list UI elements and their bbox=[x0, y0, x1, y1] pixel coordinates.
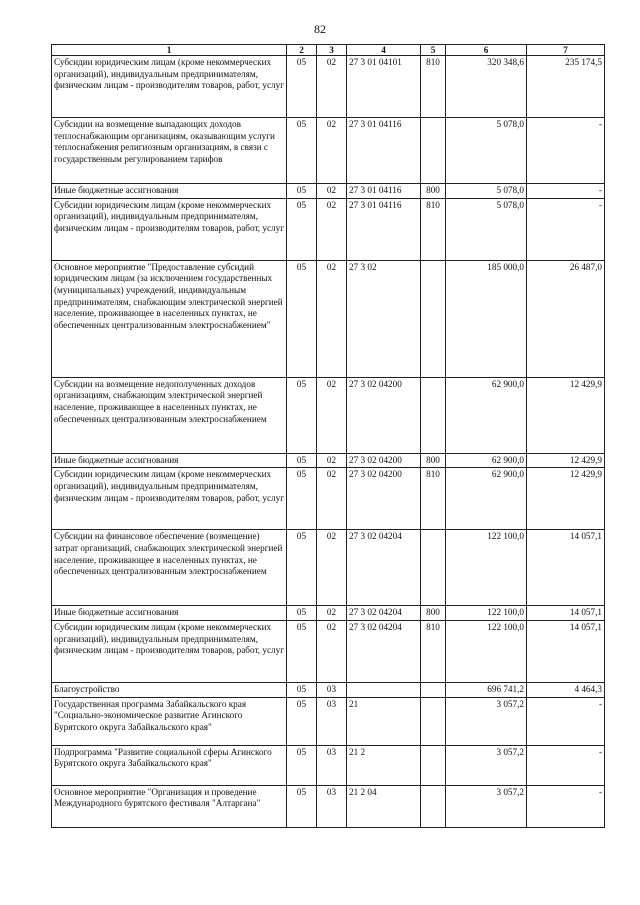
subsection-code-cell: 02 bbox=[317, 453, 347, 468]
target-article-cell: 27 3 02 04204 bbox=[347, 606, 421, 621]
table-row bbox=[52, 377, 605, 453]
subsection-code-cell: 03 bbox=[317, 697, 347, 745]
expense-type-cell: 800 bbox=[421, 184, 446, 199]
row-name-cell: Субсидии на возмещение недополученных доходов организациям, снабжающим электрической энергией население, проживающее в населенных пунктах, не обеспеченных централизованным электроснабжением bbox=[52, 377, 287, 453]
section-code-cell: 05 bbox=[287, 745, 317, 785]
column-header: 5 bbox=[421, 45, 446, 56]
expense-type-cell bbox=[421, 745, 446, 785]
section-code-cell: 05 bbox=[287, 118, 317, 184]
table-row bbox=[52, 453, 605, 468]
row-name-cell: Субсидии юридическим лицам (кроме некоммерческих организаций), индивидуальным предпринимателям, физическим лицам - производителям товаров, работ, услуг bbox=[52, 468, 287, 530]
table-row bbox=[52, 606, 605, 621]
section-code-cell: 05 bbox=[287, 184, 317, 199]
subsection-code-cell: 02 bbox=[317, 260, 347, 377]
table-row bbox=[52, 198, 605, 260]
amount-cell: 62 900,0 bbox=[446, 468, 527, 530]
table-row bbox=[52, 468, 605, 530]
amount-cell: - bbox=[527, 184, 605, 199]
page-number: 82 bbox=[314, 22, 326, 36]
row-name-cell: Подпрограмма "Развитие социальной сферы Агинского Бурятского округа Забайкальского края" bbox=[52, 745, 287, 785]
row-name-cell: Иные бюджетные ассигнования bbox=[52, 184, 287, 199]
target-article-cell: 27 3 02 04200 bbox=[347, 377, 421, 453]
amount-cell: - bbox=[527, 198, 605, 260]
amount-cell: 3 057,2 bbox=[446, 697, 527, 745]
target-article-cell: 27 3 02 04204 bbox=[347, 530, 421, 606]
amount-cell: 62 900,0 bbox=[446, 377, 527, 453]
row-name-cell: Субсидии на возмещение выпадающих доходов теплоснабжающим организациям, оказывающим услуги теплоснабжения религиозным организациям, в связи с государственным регулированием тарифов bbox=[52, 118, 287, 184]
table-row bbox=[52, 184, 605, 199]
table-row bbox=[52, 697, 605, 745]
row-name-cell: Благоустройство bbox=[52, 683, 287, 698]
table-row bbox=[52, 621, 605, 683]
section-code-cell: 05 bbox=[287, 530, 317, 606]
section-code-cell: 05 bbox=[287, 453, 317, 468]
amount-cell: 26 487,0 bbox=[527, 260, 605, 377]
section-code-cell: 05 bbox=[287, 683, 317, 698]
expense-type-cell bbox=[421, 260, 446, 377]
subsection-code-cell: 03 bbox=[317, 683, 347, 698]
row-name-cell: Иные бюджетные ассигнования bbox=[52, 606, 287, 621]
amount-cell: 122 100,0 bbox=[446, 530, 527, 606]
row-name-cell: Субсидии юридическим лицам (кроме некоммерческих организаций), индивидуальным предпринимателям, физическим лицам - производителям товаров, работ, услуг bbox=[52, 56, 287, 118]
section-code-cell: 05 bbox=[287, 785, 317, 827]
table-header-row bbox=[52, 45, 605, 56]
expense-type-cell: 800 bbox=[421, 453, 446, 468]
amount-cell: 185 000,0 bbox=[446, 260, 527, 377]
column-header: 2 bbox=[287, 45, 317, 56]
amount-cell: 5 078,0 bbox=[446, 198, 527, 260]
target-article-cell: 21 2 04 bbox=[347, 785, 421, 827]
subsection-code-cell: 02 bbox=[317, 606, 347, 621]
expense-type-cell bbox=[421, 697, 446, 745]
table-row bbox=[52, 745, 605, 785]
amount-cell: 235 174,5 bbox=[527, 56, 605, 118]
target-article-cell: 27 3 02 bbox=[347, 260, 421, 377]
expense-type-cell bbox=[421, 683, 446, 698]
expense-type-cell: 810 bbox=[421, 621, 446, 683]
amount-cell: 4 464,3 bbox=[527, 683, 605, 698]
table-row bbox=[52, 260, 605, 377]
expense-type-cell bbox=[421, 785, 446, 827]
column-header: 1 bbox=[52, 45, 287, 56]
amount-cell: 3 057,2 bbox=[446, 785, 527, 827]
section-code-cell: 05 bbox=[287, 468, 317, 530]
subsection-code-cell: 02 bbox=[317, 118, 347, 184]
subsection-code-cell: 02 bbox=[317, 198, 347, 260]
budget-table bbox=[51, 44, 605, 828]
amount-cell: 5 078,0 bbox=[446, 184, 527, 199]
subsection-code-cell: 02 bbox=[317, 184, 347, 199]
subsection-code-cell: 02 bbox=[317, 468, 347, 530]
target-article-cell: 27 3 01 04116 bbox=[347, 118, 421, 184]
target-article-cell bbox=[347, 683, 421, 698]
amount-cell: 320 348,6 bbox=[446, 56, 527, 118]
target-article-cell: 21 2 bbox=[347, 745, 421, 785]
section-code-cell: 05 bbox=[287, 697, 317, 745]
target-article-cell: 27 3 02 04200 bbox=[347, 468, 421, 530]
subsection-code-cell: 02 bbox=[317, 377, 347, 453]
amount-cell: 12 429,9 bbox=[527, 377, 605, 453]
amount-cell: 12 429,9 bbox=[527, 453, 605, 468]
amount-cell: 122 100,0 bbox=[446, 606, 527, 621]
target-article-cell: 21 bbox=[347, 697, 421, 745]
expense-type-cell bbox=[421, 118, 446, 184]
table-row bbox=[52, 785, 605, 827]
column-header: 7 bbox=[527, 45, 605, 56]
amount-cell: - bbox=[527, 785, 605, 827]
expense-type-cell: 810 bbox=[421, 468, 446, 530]
table-row bbox=[52, 683, 605, 698]
expense-type-cell: 810 bbox=[421, 198, 446, 260]
target-article-cell: 27 3 01 04116 bbox=[347, 198, 421, 260]
row-name-cell: Субсидии юридическим лицам (кроме некоммерческих организаций), индивидуальным предпринимателям, физическим лицам - производителям товаров, работ, услуг bbox=[52, 198, 287, 260]
expense-type-cell bbox=[421, 530, 446, 606]
subsection-code-cell: 02 bbox=[317, 56, 347, 118]
column-header: 4 bbox=[347, 45, 421, 56]
expense-type-cell bbox=[421, 377, 446, 453]
target-article-cell: 27 3 01 04116 bbox=[347, 184, 421, 199]
amount-cell: 12 429,9 bbox=[527, 468, 605, 530]
subsection-code-cell: 03 bbox=[317, 745, 347, 785]
amount-cell: 14 057,1 bbox=[527, 606, 605, 621]
amount-cell: 696 741,2 bbox=[446, 683, 527, 698]
row-name-cell: Субсидии на финансовое обеспечение (возмещение) затрат организаций, снабжающих электрической энергией население, проживающее в населенных пунктах, не обеспеченных централизованным электроснабжением bbox=[52, 530, 287, 606]
amount-cell: - bbox=[527, 118, 605, 184]
section-code-cell: 05 bbox=[287, 260, 317, 377]
section-code-cell: 05 bbox=[287, 377, 317, 453]
target-article-cell: 27 3 01 04101 bbox=[347, 56, 421, 118]
row-name-cell: Иные бюджетные ассигнования bbox=[52, 453, 287, 468]
amount-cell: - bbox=[527, 745, 605, 785]
amount-cell: 14 057,1 bbox=[527, 530, 605, 606]
row-name-cell: Субсидии юридическим лицам (кроме некоммерческих организаций), индивидуальным предпринимателям, физическим лицам - производителям товаров, работ, услуг bbox=[52, 621, 287, 683]
section-code-cell: 05 bbox=[287, 621, 317, 683]
amount-cell: 5 078,0 bbox=[446, 118, 527, 184]
row-name-cell: Основное мероприятие "Организация и проведение Международного бурятского фестиваля "Алтаргана" bbox=[52, 785, 287, 827]
subsection-code-cell: 02 bbox=[317, 530, 347, 606]
amount-cell: 3 057,2 bbox=[446, 745, 527, 785]
section-code-cell: 05 bbox=[287, 56, 317, 118]
table-row bbox=[52, 118, 605, 184]
subsection-code-cell: 03 bbox=[317, 785, 347, 827]
expense-type-cell: 810 bbox=[421, 56, 446, 118]
amount-cell: 122 100,0 bbox=[446, 621, 527, 683]
section-code-cell: 05 bbox=[287, 198, 317, 260]
amount-cell: 62 900,0 bbox=[446, 453, 527, 468]
amount-cell: - bbox=[527, 697, 605, 745]
target-article-cell: 27 3 02 04200 bbox=[347, 453, 421, 468]
section-code-cell: 05 bbox=[287, 606, 317, 621]
row-name-cell: Государственная программа Забайкальского края "Социально-экономическое развитие Агинского Бурятского округа Забайкальского края" bbox=[52, 697, 287, 745]
expense-type-cell: 800 bbox=[421, 606, 446, 621]
amount-cell: 14 057,1 bbox=[527, 621, 605, 683]
target-article-cell: 27 3 02 04204 bbox=[347, 621, 421, 683]
column-header: 3 bbox=[317, 45, 347, 56]
table-row bbox=[52, 56, 605, 118]
subsection-code-cell: 02 bbox=[317, 621, 347, 683]
row-name-cell: Основное мероприятие "Предоставление субсидий юридическим лицам (за исключением государственных (муниципальных) учреждений, индивидуальным предпринимателям, снабжающим электрической энергией население, проживающее в населенных пунктах, не обеспеченных централизованным электроснабжением" bbox=[52, 260, 287, 377]
column-header: 6 bbox=[446, 45, 527, 56]
table-row bbox=[52, 530, 605, 606]
